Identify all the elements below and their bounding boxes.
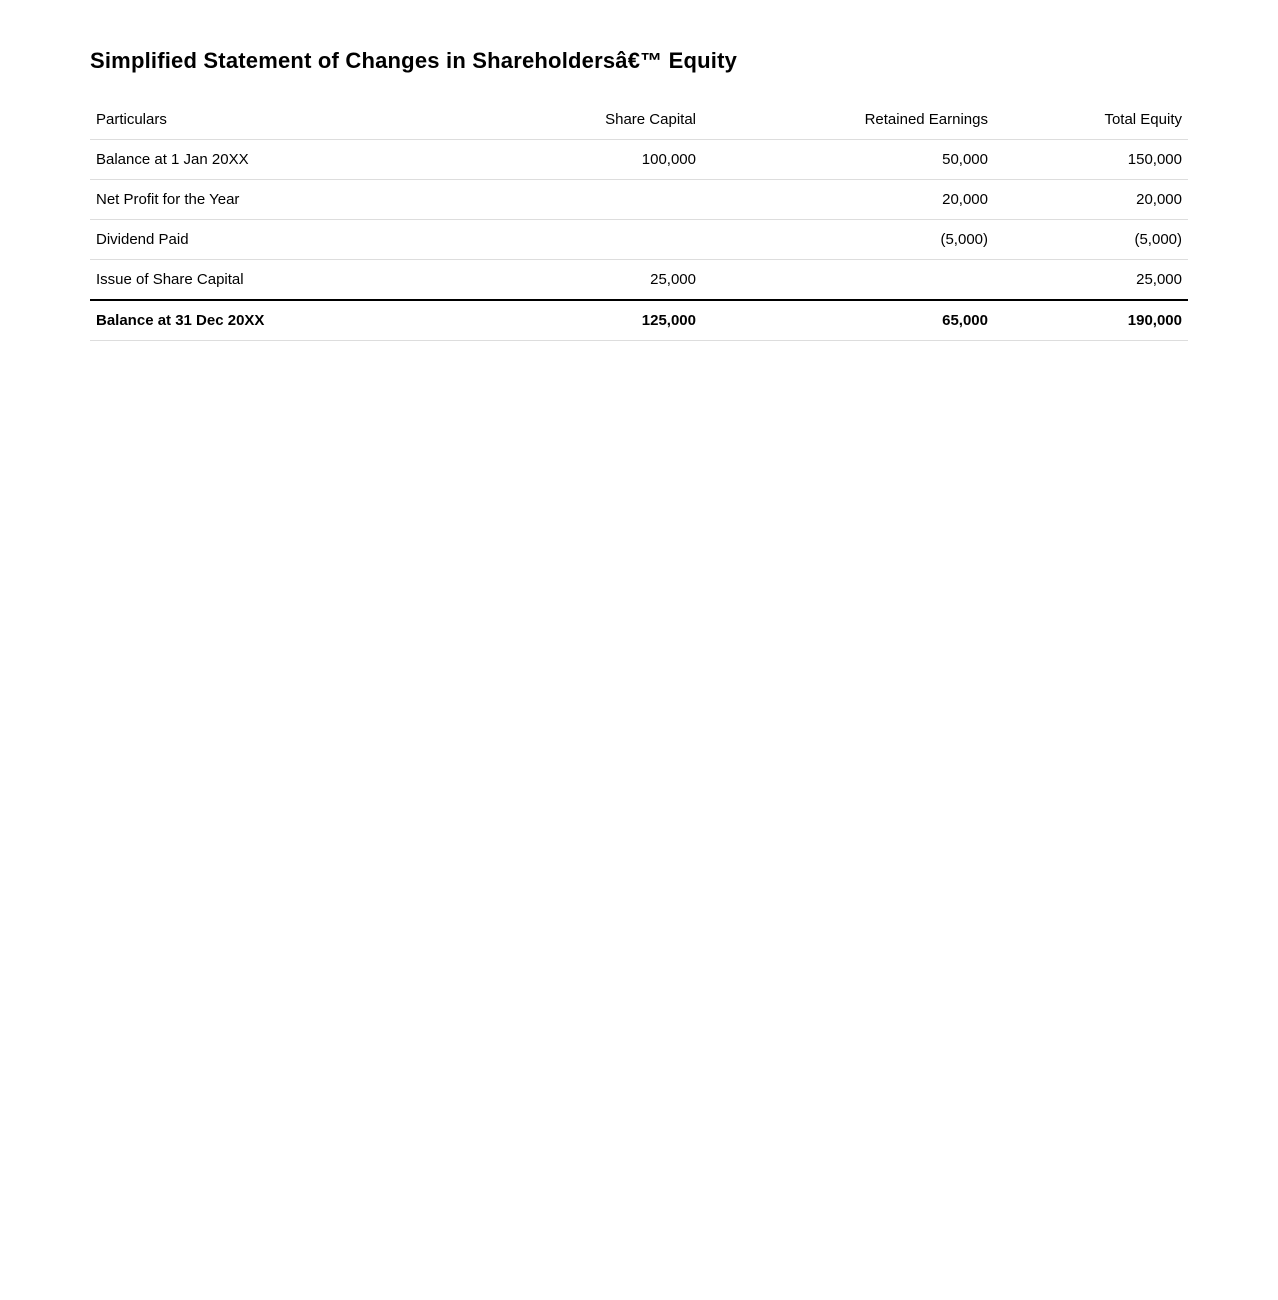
table-header <box>90 100 1188 140</box>
cell-total-equity: 190,000 <box>994 300 1188 341</box>
cell-particulars: Net Profit for the Year <box>90 180 510 220</box>
statement-table <box>90 100 1188 341</box>
cell-share-capital <box>510 180 702 220</box>
cell-retained-earnings <box>702 260 994 301</box>
cell-total-equity: 150,000 <box>994 140 1188 180</box>
cell-particulars: Dividend Paid <box>90 220 510 260</box>
cell-share-capital: 25,000 <box>510 260 702 301</box>
cell-share-capital: 100,000 <box>510 140 702 180</box>
page-title: Simplified Statement of Changes in Shareholdersâ€™ Equity <box>90 48 738 73</box>
cell-share-capital <box>510 220 702 260</box>
column-header-particulars: Particulars <box>90 100 510 140</box>
cell-total-equity: 20,000 <box>994 180 1188 220</box>
table-row-closing-balance <box>90 300 1188 341</box>
cell-total-equity: 25,000 <box>994 260 1188 301</box>
cell-particulars: Balance at 31 Dec 20XX <box>90 300 510 341</box>
column-header-share-capital: Share Capital <box>510 100 702 140</box>
cell-retained-earnings: 20,000 <box>702 180 994 220</box>
cell-retained-earnings: 65,000 <box>702 300 994 341</box>
cell-particulars: Balance at 1 Jan 20XX <box>90 140 510 180</box>
page <box>0 0 1278 341</box>
table-header-row <box>90 100 1188 140</box>
cell-particulars: Issue of Share Capital <box>90 260 510 301</box>
cell-retained-earnings: (5,000) <box>702 220 994 260</box>
cell-retained-earnings: 50,000 <box>702 140 994 180</box>
cell-share-capital: 125,000 <box>510 300 702 341</box>
cell-total-equity: (5,000) <box>994 220 1188 260</box>
column-header-total-equity: Total Equity <box>994 100 1188 140</box>
table-row-net-profit <box>90 180 1188 220</box>
table-body <box>90 140 1188 341</box>
table-row-issue-of-share-capital <box>90 260 1188 301</box>
table-row-opening-balance <box>90 140 1188 180</box>
column-header-retained-earnings: Retained Earnings <box>702 100 994 140</box>
table-row-dividend-paid <box>90 220 1188 260</box>
